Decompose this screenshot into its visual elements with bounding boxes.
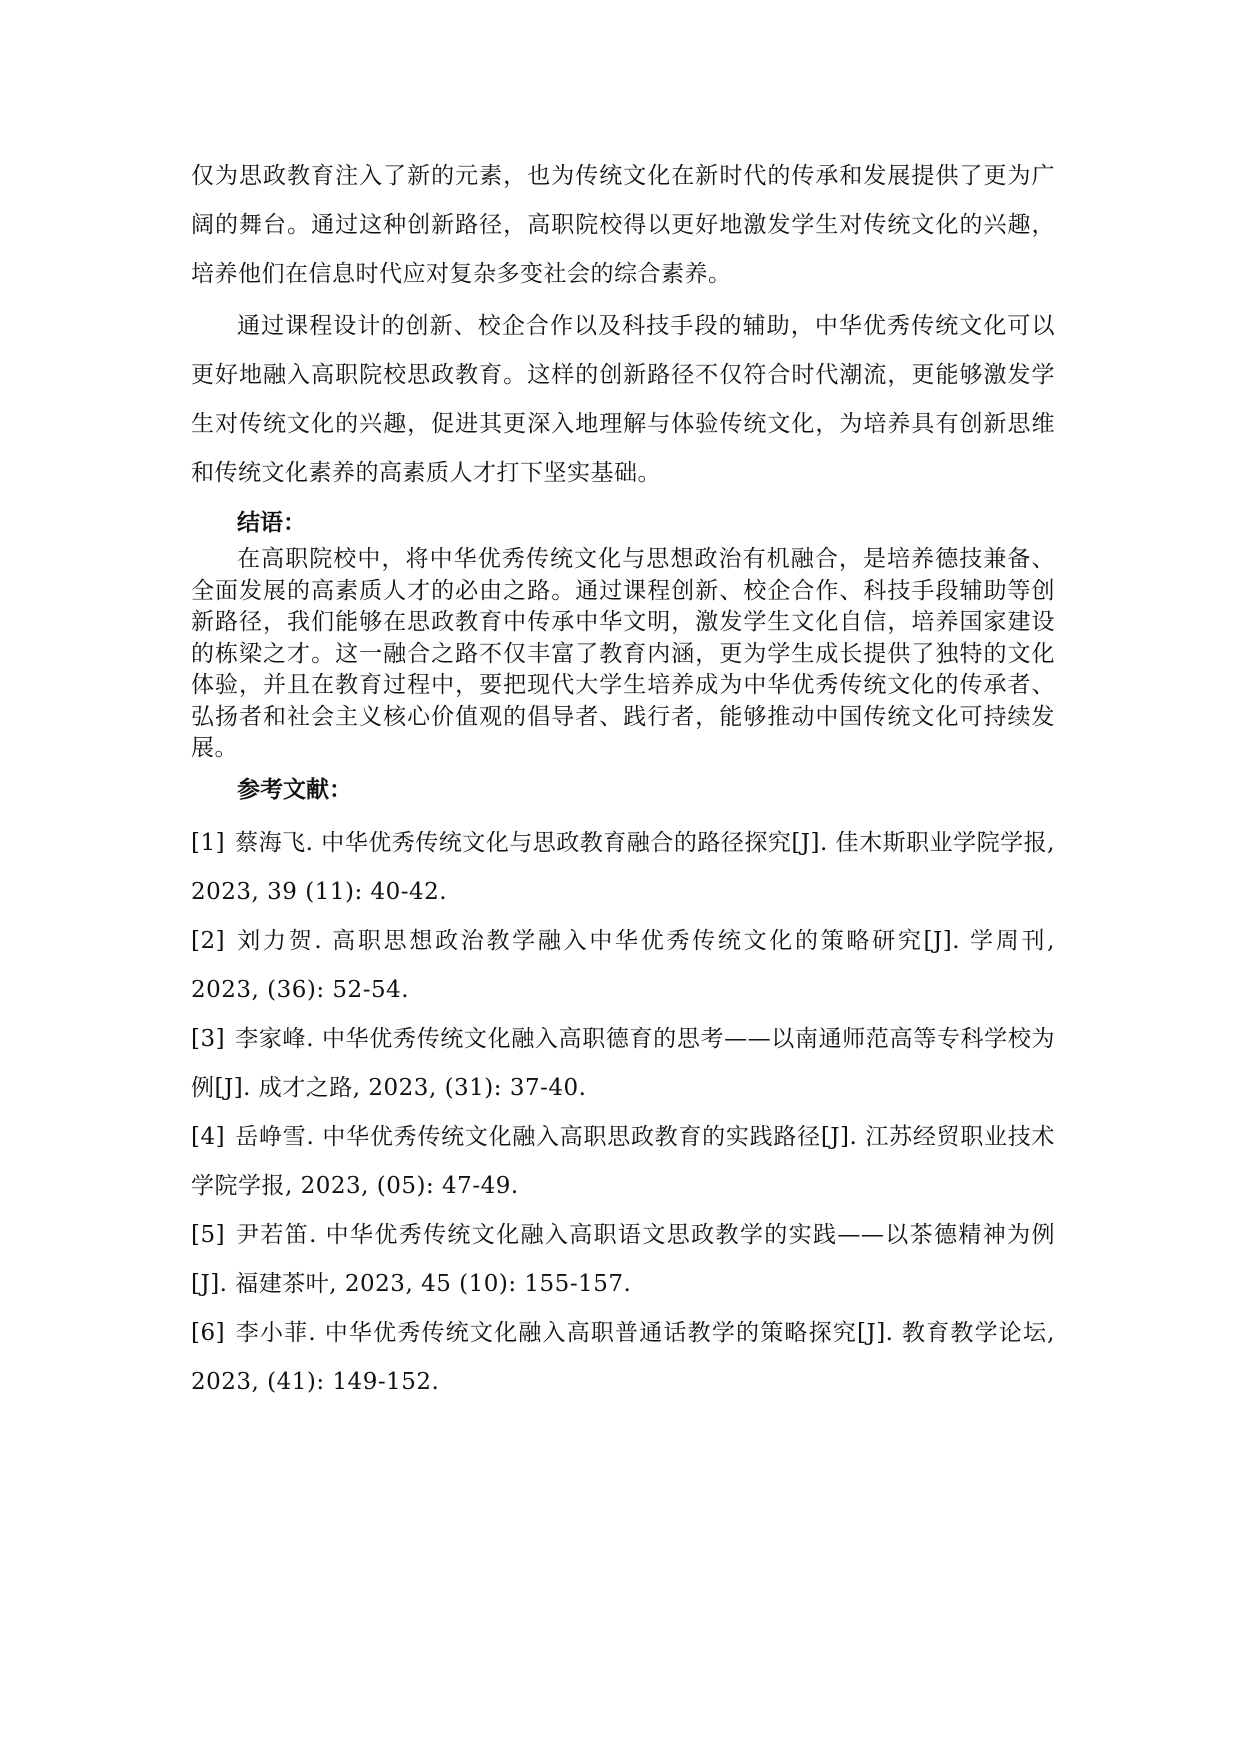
reference-number: [2] xyxy=(191,927,226,954)
reference-number: [6] xyxy=(191,1319,226,1346)
reference-item xyxy=(191,819,1055,917)
reference-text: 尹若笛. 中华优秀传统文化融入高职语文思政教学的实践——以茶德精神为例[J]. 福建茶叶, 2023, 45 (10): 155-157. xyxy=(191,1221,1055,1297)
reference-text: 岳峥雪. 中华优秀传统文化融入高职思政教育的实践路径[J]. 江苏经贸职业技术学院学报, 2023, (05): 47-49. xyxy=(191,1123,1055,1199)
reference-item xyxy=(191,1113,1055,1211)
conclusion-paragraph: 在高职院校中，将中华优秀传统文化与思想政治有机融合，是培养德技兼备、全面发展的高素质人才的必由之路。通过课程创新、校企合作、科技手段辅助等创新路径，我们能够在思政教育中传承中华文明，激发学生文化自信，培养国家建设的栋梁之才。这一融合之路不仅丰富了教育内涵，更为学生成长提供了独特的文化体验，并且在教育过程中，要把现代大学生培养成为中华优秀传统文化的传承者、弘扬者和社会主义核心价值观的倡导者、践行者，能够推动中国传统文化可持续发展。 xyxy=(191,546,1055,761)
reference-text: 李家峰. 中华优秀传统文化融入高职德育的思考——以南通师范高等专科学校为例[J]. 成才之路, 2023, (31): 37-40. xyxy=(191,1025,1055,1101)
reference-number: [3] xyxy=(191,1025,226,1052)
reference-text: 李小菲. 中华优秀传统文化融入高职普通话教学的策略探究[J]. 教育教学论坛, 2023, (41): 149-152. xyxy=(191,1319,1055,1395)
reference-item xyxy=(191,1015,1055,1113)
body-paragraph-continued: 仅为思政教育注入了新的元素，也为传统文化在新时代的传承和发展提供了更为广阔的舞台。通过这种创新路径，高职院校得以更好地激发学生对传统文化的兴趣，培养他们在信息时代应对复杂多变社会的综合素养。 xyxy=(191,163,1055,287)
reference-item xyxy=(191,1309,1055,1407)
document-page xyxy=(191,152,1055,1407)
reference-text: 蔡海飞. 中华优秀传统文化与思政教育融合的路径探究[J]. 佳木斯职业学院学报, 2023, 39 (11): 40-42. xyxy=(191,829,1055,905)
reference-number: [1] xyxy=(191,829,226,856)
reference-item xyxy=(191,1211,1055,1309)
body-paragraph: 通过课程设计的创新、校企合作以及科技手段的辅助，中华优秀传统文化可以更好地融入高职院校思政教育。这样的创新路径不仅符合时代潮流，更能够激发学生对传统文化的兴趣，促进其更深入地理解与体验传统文化，为培养具有创新思维和传统文化素养的高素质人才打下坚实基础。 xyxy=(191,313,1055,486)
reference-text: 刘力贺. 高职思想政治教学融入中华优秀传统文化的策略研究[J]. 学周刊, 2023, (36): 52-54. xyxy=(191,927,1055,1003)
reference-list xyxy=(191,819,1055,1407)
reference-number: [4] xyxy=(191,1123,226,1150)
references-heading: 参考文献： xyxy=(237,775,352,803)
reference-number: [5] xyxy=(191,1221,226,1248)
reference-item xyxy=(191,917,1055,1015)
conclusion-heading: 结语： xyxy=(237,509,306,536)
